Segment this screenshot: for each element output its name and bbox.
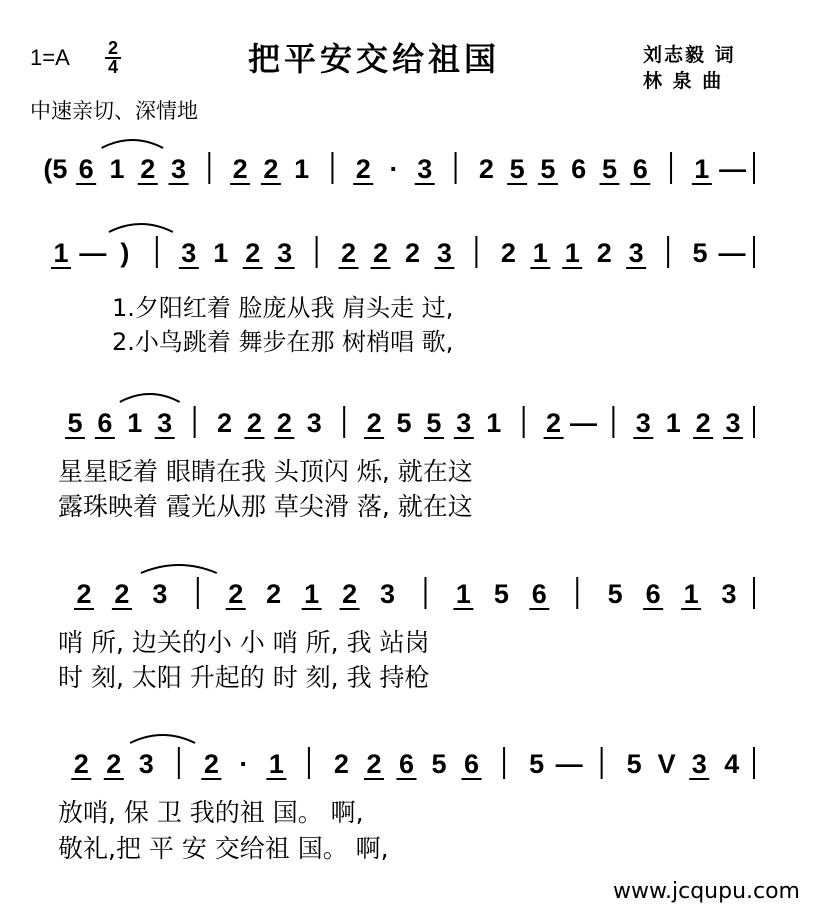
note: 3 (380, 579, 396, 609)
note: 2 (695, 408, 711, 438)
note: 2 (140, 154, 156, 184)
note: 1 (683, 579, 699, 609)
note: 5 (431, 749, 447, 779)
note: 2 (232, 154, 248, 184)
note: ) (120, 238, 130, 268)
note: 6 (531, 579, 547, 609)
note: 5 (601, 154, 617, 184)
note: 5 (493, 579, 509, 609)
note: 2 (355, 154, 371, 184)
slur (109, 224, 173, 232)
note: 2 (263, 154, 279, 184)
note: 2 (342, 579, 358, 609)
note: 3 (138, 749, 154, 779)
note: 6 (78, 154, 94, 184)
note: 3 (277, 238, 293, 268)
note: 6 (464, 749, 480, 779)
note: 2 (500, 238, 516, 268)
note: 5 (540, 154, 556, 184)
note: 2 (217, 408, 233, 438)
slur (141, 565, 217, 573)
note: · (389, 154, 399, 184)
note: 2 (333, 749, 349, 779)
note: 1 (564, 238, 580, 268)
note: 3 (152, 579, 168, 609)
note: 2 (266, 579, 282, 609)
note: 5 (509, 154, 525, 184)
note: 1 (304, 579, 320, 609)
slur (130, 735, 195, 743)
note: 2 (366, 749, 382, 779)
note: 1 (268, 749, 284, 779)
note: 1 (486, 408, 502, 438)
note: 2 (404, 238, 420, 268)
note: — (555, 749, 583, 779)
note: 6 (632, 154, 648, 184)
note: 1 (53, 238, 69, 268)
note: 3 (436, 238, 452, 268)
note: · (239, 749, 249, 779)
note: 1 (127, 408, 143, 438)
lyrics-line3-verse2: 露珠映着 霞光从那 草尖滑 落, 就在这 (58, 492, 473, 521)
note: 6 (97, 408, 113, 438)
note: — (718, 238, 746, 268)
slur (102, 140, 164, 148)
note: 6 (398, 749, 415, 779)
note: 2 (366, 408, 382, 438)
note: 2 (106, 749, 122, 779)
note: 2 (73, 749, 89, 779)
note: 3 (171, 154, 187, 184)
note: 3 (306, 408, 322, 438)
note: 1 (694, 154, 710, 184)
note: 5 (529, 749, 545, 779)
note: 3 (721, 579, 737, 609)
note: 1 (109, 154, 125, 184)
note: 2 (203, 749, 219, 779)
note: 3 (157, 408, 173, 438)
note: 3 (417, 154, 433, 184)
note: V (657, 749, 676, 779)
note: (5 (43, 154, 68, 184)
note: 5 (67, 408, 83, 438)
note: 3 (628, 238, 644, 268)
note: 1 (532, 238, 548, 268)
time-signature-top: 2 (107, 38, 118, 58)
note: 5 (692, 238, 708, 268)
note: 1 (294, 154, 310, 184)
lyrics-line2-verse2: 2.小鸟跳着 舞步在那 树梢唱 歌, (112, 328, 454, 356)
key-signature: 1=A (30, 45, 70, 70)
note: 6 (645, 579, 661, 609)
lyricist-credit: 刘志毅 词 (643, 44, 736, 66)
note: 2 (114, 579, 130, 609)
note: 2 (246, 408, 262, 438)
lyrics-line4-verse1: 哨 所, 边关的小 小 哨 所, 我 站岗 (58, 628, 430, 657)
lyrics-line5-verse1: 放哨, 保 卫 我的祖 国。 啊, (58, 798, 364, 827)
song-title: 把平安交给祖国 (248, 40, 501, 78)
slur (120, 394, 180, 402)
note: 3 (635, 408, 651, 438)
note: 5 (396, 408, 412, 438)
note: 1 (455, 579, 471, 609)
note: 2 (373, 238, 389, 268)
note: 2 (341, 238, 357, 268)
lyrics-line2-verse1: 1.夕阳红着 脸庞从我 肩头走 过, (112, 294, 454, 322)
note: 3 (456, 408, 472, 438)
note: 2 (276, 408, 292, 438)
lyrics-line3-verse1: 星星眨着 眼睛在我 头顶闪 烁, 就在这 (58, 457, 473, 486)
note: 2 (228, 579, 244, 609)
time-signature-bottom: 4 (107, 57, 118, 77)
lyrics-line5-verse2: 敬礼,把 平 安 交给祖 国。 啊, (58, 834, 389, 863)
note: 5 (626, 749, 642, 779)
composer-credit: 林 泉 曲 (643, 70, 724, 92)
note: 2 (478, 154, 494, 184)
note: 3 (725, 408, 741, 438)
tempo-marking: 中速亲切、深情地 (30, 99, 198, 123)
website-watermark: www.jcqupu.com (613, 879, 800, 904)
note: 2 (546, 408, 562, 438)
note: 5 (426, 408, 442, 438)
note: 1 (665, 408, 681, 438)
note: 1 (213, 238, 229, 268)
note: 4 (724, 749, 740, 779)
note: 2 (245, 238, 261, 268)
note: 3 (691, 749, 707, 779)
note: — (719, 154, 747, 184)
note: 2 (76, 579, 92, 609)
note: — (79, 238, 107, 268)
note: — (569, 408, 597, 438)
note: 5 (607, 579, 623, 609)
note: 6 (571, 154, 587, 184)
lyrics-line4-verse2: 时 刻, 太阳 升起的 时 刻, 我 持枪 (58, 663, 430, 692)
note: 2 (596, 238, 612, 268)
note: 3 (181, 238, 197, 268)
